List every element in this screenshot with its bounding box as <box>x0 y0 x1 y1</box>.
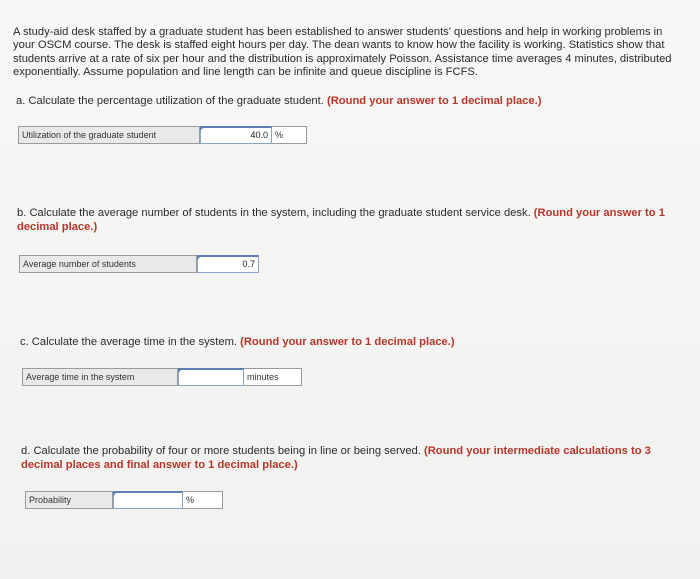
question-c <box>20 336 680 350</box>
answer-label-b: Average number of students <box>19 255 197 273</box>
question-b-instruction: (Round your answer to 1 decimal place.) <box>17 207 665 233</box>
answer-label-c: Average time in the system <box>22 368 178 386</box>
question-d-text: d. Calculate the probability of four or more students being in line or being served. <box>21 445 424 457</box>
question-d <box>21 445 691 472</box>
answer-row-c <box>22 368 302 386</box>
problem-statement: A study-aid desk staffed by a graduate student has been established to answer students' questions and help in working problems in your OSCM course. The desk is staffed eight hours per day. The dean wants to know how the facility is working. Statistics show that students arrive at a rate of six per hour and the distribution is approximately Poisson. Assistance time averages 4 minutes, distributed exponentially. Assume population and line length can be infinite and queue discipline is FCFS. <box>13 26 672 78</box>
answer-row-d <box>25 491 223 509</box>
question-a <box>16 95 676 109</box>
question-a-text: a. Calculate the percentage utilization of the graduate student. <box>16 95 327 107</box>
question-b <box>17 207 682 234</box>
average-time-input[interactable] <box>178 368 244 386</box>
probability-input[interactable] <box>113 491 183 509</box>
question-c-text: c. Calculate the average time in the system. <box>20 336 241 348</box>
question-b-text: b. Calculate the average number of students in the system, including the graduate student service desk. <box>17 207 534 219</box>
question-c-instruction: (Round your answer to 1 decimal place.) <box>240 336 455 348</box>
average-number-input[interactable]: 0.7 <box>197 255 259 273</box>
unit-c: minutes <box>244 368 302 386</box>
question-d-instruction: (Round your intermediate calculations to 3 decimal places and final answer to 1 decimal place.) <box>21 445 651 471</box>
question-a-instruction: (Round your answer to 1 decimal place.) <box>326 95 542 107</box>
unit-d: % <box>183 491 223 509</box>
utilization-input[interactable]: 40.0 <box>200 126 272 144</box>
answer-label-a: Utilization of the graduate student <box>18 126 200 144</box>
unit-a: % <box>272 126 307 144</box>
answer-label-d: Probability <box>25 491 113 509</box>
answer-row-a <box>18 126 307 144</box>
answer-row-b <box>19 255 259 273</box>
